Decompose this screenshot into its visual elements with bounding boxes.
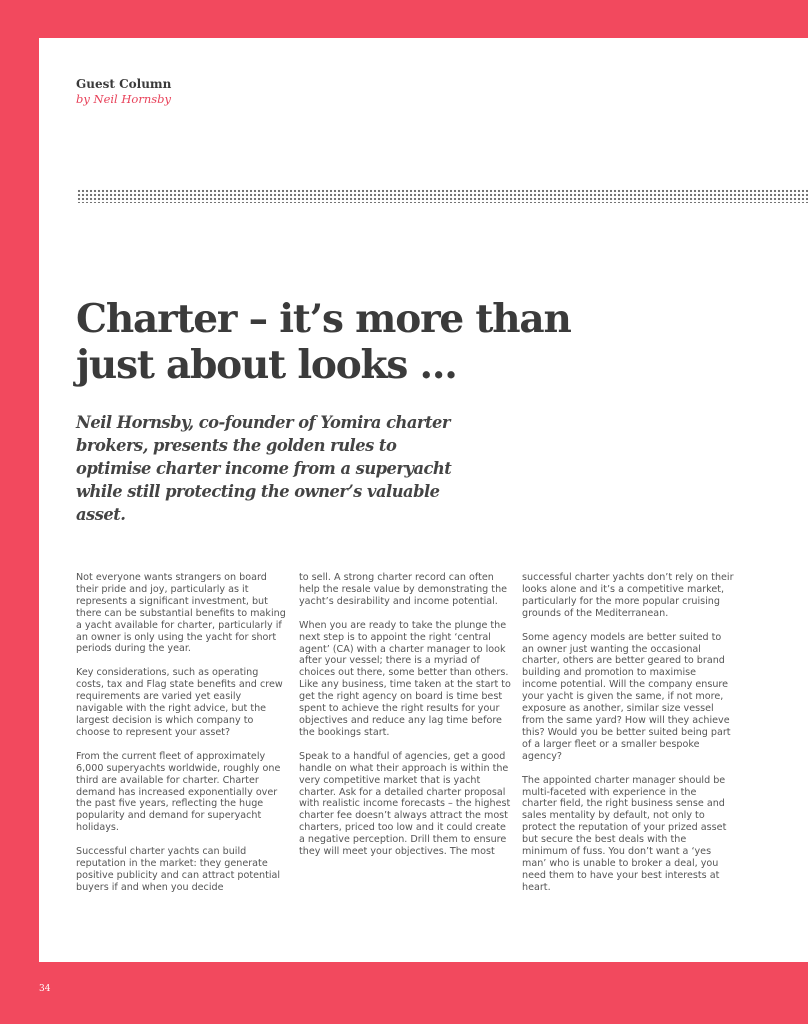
page-sheet <box>39 38 808 962</box>
paragraph: Not everyone wants strangers on board their pride and joy, particularly as it represents a significant investment, but there can be substantial benefits to making a yacht available for charter, particularly if an owner is only using the yacht for short periods during the year. <box>76 572 286 655</box>
article-headline <box>76 296 636 388</box>
headline-line-2: just about looks ... <box>76 342 457 388</box>
body-column-1 <box>76 572 288 906</box>
dotted-divider <box>77 189 808 203</box>
column-kicker: Guest Column <box>76 77 172 91</box>
body-column-2 <box>299 572 511 870</box>
paragraph: successful charter yachts don’t rely on their looks alone and it’s a competitive market, particularly for the more popular cruising grounds of the Mediterranean. <box>522 572 734 619</box>
body-column-3 <box>522 572 734 906</box>
paragraph: Successful charter yachts can build reputation in the market: they generate positive publicity and can attract potential buyers if and when you decide <box>76 846 281 893</box>
paragraph: Some agency models are better suited to an owner just wanting the occasional charter, others are better geared to brand building and promotion to maximise income potential. Will the company ensure your yacht is given the same, if not more, exposure as another, similar size vessel from the same yard? How will they achieve this? Would you be better suited being part of a larger fleet or a smaller bespoke agency? <box>522 631 731 762</box>
article-standfirst: Neil Hornsby, co-founder of Yomira charter brokers, presents the golden rules to optimise charter income from a superyacht while still protecting the owner’s valuable asset. <box>76 413 452 524</box>
paragraph: The appointed charter manager should be multi-faceted with experience in the charter field, the right business sense and sales mentality by default, not only to protect the reputation of your prized asset but secure the best deals with the minimum of fuss. You don’t want a ‘yes man’ who is unable to broker a deal, you need them to have your best interests at heart. <box>522 774 727 893</box>
paragraph: to sell. A strong charter record can often help the resale value by demonstrating the yacht’s desirability and income potential. <box>299 572 508 607</box>
paragraph: Speak to a handful of agencies, get a good handle on what their approach is within the very competitive market that is yacht charter. Ask for a detailed charter proposal with realistic income forecasts – the highest charter fee doesn’t always attract the most charters, priced too low and it could create a negative perception. Drill them to ensure they will meet your objectives. The most <box>299 750 511 858</box>
paragraph: From the current fleet of approximately 6,000 superyachts worldwide, roughly one third are available for charter. Charter demand has increased exponentially over the past five years, reflecting the huge popularity and demand for superyacht holidays. <box>76 750 281 834</box>
headline-line-1: Charter – it’s more than <box>76 296 571 342</box>
author-byline: by Neil Hornsby <box>76 92 172 106</box>
page-number: 34 <box>39 984 51 994</box>
paragraph: Key considerations, such as operating costs, tax and Flag state benefits and crew requirements are varied yet easily navigable with the right advice, but the largest decision is which company to choose to represent your asset? <box>76 667 283 738</box>
paragraph: When you are ready to take the plunge the next step is to appoint the right ‘central agent’ (CA) with a charter manager to look after your vessel; there is a myriad of choices out there, some better than others. Like any business, time taken at the start to get the right agency on board is time best spent to achieve the right results for your objectives and reduce any lag time before the bookings start. <box>299 619 511 738</box>
